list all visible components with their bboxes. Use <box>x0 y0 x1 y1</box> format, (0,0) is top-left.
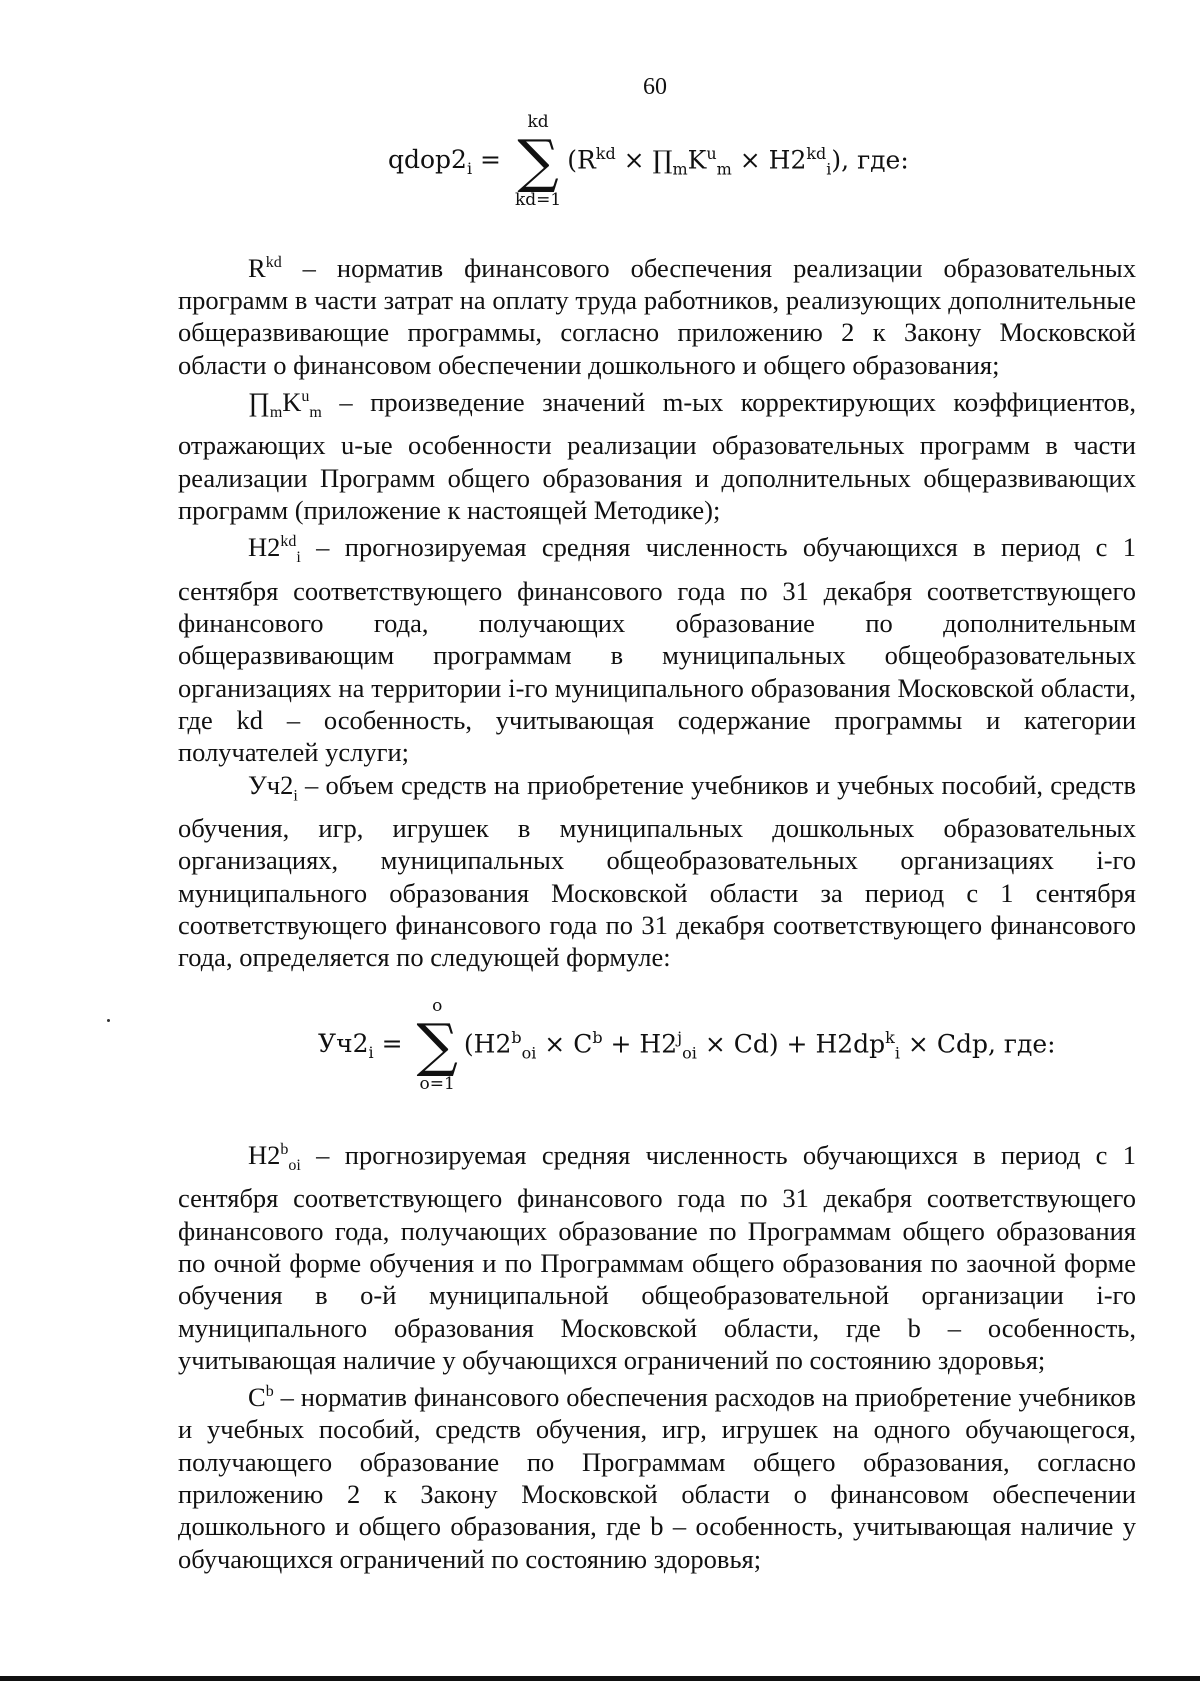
formula-body: ($R^{kd}$ × $\prod_mK^u_m \times H2^{kd}_i$), где: <box>567 143 909 179</box>
formula-lhs: $qdop2_i$ = <box>388 144 509 178</box>
formula-lhs: $Уч2_i$ = <box>318 1028 411 1062</box>
paragraph-h2-kd: $H2^{kd}_i$ – прогнозируемая средняя численность обучающихся в период с 1 сентября соответствующего финансового года по 31 декабря соответствующего финансового года, получающих образование по дополнительным общеразвивающим программам в муниципальных общеобразовательных организациях на территории i-го муниципального образования Московской области, где kd – особенность, учитывающая содержание программы и категории получателей услуги; <box>178 532 1136 768</box>
paragraph-h2-b: $H2^b_{oi}$ – прогнозируемая средняя численность обучающихся в период с 1 сентября соответствующего финансового года по 31 декабря соответствующего финансового года, получающих образование по Программам общего образования по очной форме обучения и по Программам общего образования по заочной форме обучения в о-й муниципальной общеобразовательной организации i-го муниципального образования Московской области, где b – особенность, учитывающая наличие у обучающихся ограничений по состоянию здоровья; <box>178 1139 1136 1375</box>
page-number: 60 <box>643 74 667 100</box>
formula-uch2 <box>318 996 1056 1094</box>
scan-speck <box>107 1019 110 1022</box>
paragraph-c-b: $C^b$ – норматив финансового обеспечения расходов на приобретение учебников и учебных пособий, средств обучения, игр, игрушек на одного обучающегося, получающего образование по Программам общего образования, согласно приложению 2 к Закону Московской области о финансовом обеспечении дошкольного и общего образования, где b – особенность, учитывающая наличие у обучающихся ограничений по состоянию здоровья; <box>178 1382 1136 1574</box>
formula-body: $(H2^b_{oi} \times C^b + H2^j_{oi} \times Cd) + H2dp^k_i$ × Cdp, где: <box>463 1027 1056 1063</box>
paragraph-r-kd: $R^{kd}$ – норматив финансового обеспечения реализации образовательных программ в части затрат на оплату труда работников, реализующих дополнительные общеразвивающие программы, согласно приложению 2 к Закону Московской области о финансовом обеспечении дошкольного и общего образования; <box>178 252 1136 380</box>
summation: kd ∑ kd=1 <box>514 112 562 210</box>
scan-edge-line <box>0 1676 1200 1681</box>
paragraph-uch2: $Уч2_i$ – объем средств на приобретение учебников и учебных пособий, средств обучения, игр, игрушек в муниципальных дошкольных образовательных организациях, муниципальных общеобразовательных организациях i-го муниципального образования Московской области за период с 1 сентября соответствующего финансового года по 31 декабря соответствующего финансового года, определяется по следующей формуле: <box>178 769 1136 973</box>
text-block-2 <box>178 1134 1136 1575</box>
text-block-1 <box>178 247 1136 974</box>
formula-qdop2 <box>388 112 909 210</box>
paragraph-product-k: $\prod_mK^u_m$ – произведение значений m-ых корректирующих коэффициентов, отражающих u-ые особенности реализации образовательных программ в части реализации Программ общего образования и дополнительных общеразвивающих программ (приложение к настоящей Методике); <box>178 386 1136 526</box>
summation: o ∑ o=1 <box>416 996 458 1094</box>
